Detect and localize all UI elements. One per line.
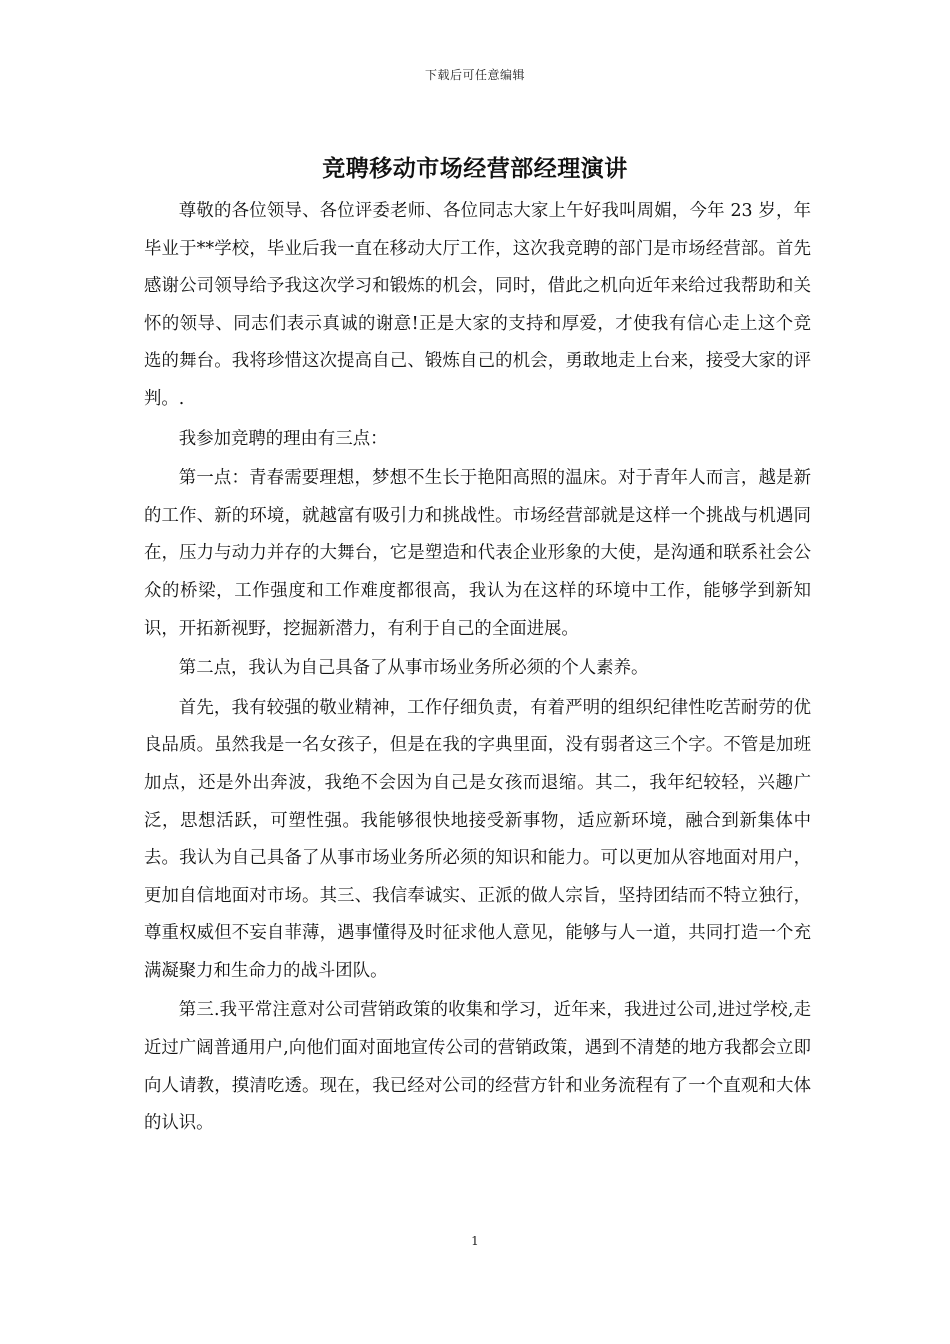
document-title: 竞聘移动市场经营部经理演讲 [322, 155, 628, 182]
header-note: 下载后可任意编辑 [424, 68, 525, 82]
page-number: 1 [471, 1234, 479, 1248]
paragraph-point-two: 第二点，我认为自己具备了从事市场业务所必须的个人素养。 [178, 658, 649, 679]
paragraph-point-three: 第三.我平常注意对公司营销政策的收集和学习，近年来，我进过公司,进过学校,走近过广阔普通用户,向他们面对面地宣传公司的营销政策，遇到不清楚的地方我都会立即向人请教，摸清吃透。现在，我已经对公司的经营方针和业务流程有了一个直观和大体的认识。 [144, 1000, 811, 1134]
paragraph-point-one: 第一点：青春需要理想，梦想不生长于艳阳高照的温床。对于青年人而言，越是新的工作、新的环境，就越富有吸引力和挑战性。市场经营部就是这样一个挑战与机遇同在，压力与动力并存的大舞台，它是塑造和代表企业形象的大使，是沟通和联系社会公众的桥梁，工作强度和工作难度都很高，我认为在这样的环境中工作，能够学到新知识，开拓新视野，挖掘新潜力，有利于自己的全面进展。 [144, 468, 811, 639]
paragraph-qualities: 首先，我有较强的敬业精神，工作仔细负责，有着严明的组织纪律性吃苦耐劳的优良品质。虽然我是一名女孩子，但是在我的字典里面，没有弱者这三个字。不管是加班加点，还是外出奔波，我绝不会因为自己是女孩而退缩。其二，我年纪较轻，兴趣广泛，思想活跃，可塑性强。我能够很快地接受新事物，适应新环境，融合到新集体中去。我认为自己具备了从事市场业务所必须的知识和能力。可以更加从容地面对用户，更加自信地面对市场。其三、我信奉诚实、正派的做人宗旨，坚持团结而不特立独行，尊重权威但不妄自菲薄，遇事懂得及时征求他人意见，能够与人一道，共同打造一个充满凝聚力和生命力的战斗团队。 [144, 697, 811, 981]
document-body [144, 193, 811, 1145]
paragraph-reasons-intro: 我参加竞聘的理由有三点： [178, 428, 388, 449]
paragraph-greeting: 尊敬的各位领导、各位评委老师、各位同志大家上午好我叫周媚，今年 23 岁，年毕业于**学校，毕业后我一直在移动大厅工作，这次我竞聘的部门是市场经营部。首先感谢公司领导给予我这次学习和锻炼的机会，同时，借此之机向近年来给过我帮助和关怀的领导、同志们表示真诚的谢意!正是大家的支持和厚爱，才使我有信心走上这个竞选的舞台。我将珍惜这次提高自己、锻炼自己的机会，勇敢地走上台来，接受大家的评判。. [144, 201, 811, 409]
